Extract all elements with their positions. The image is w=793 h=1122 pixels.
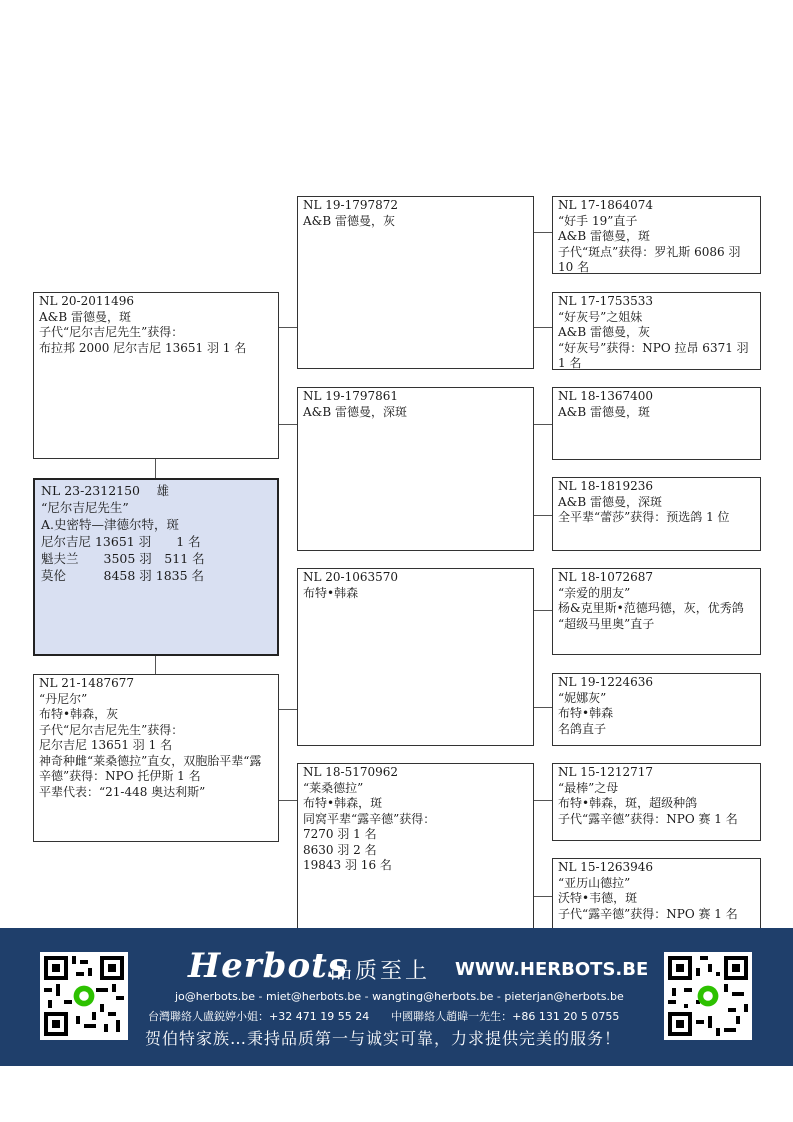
ring-number: NL 17-1864074	[558, 198, 654, 212]
ring-number: NL 21-1487677	[39, 676, 135, 690]
ring-number: NL 18-1367400	[558, 389, 654, 403]
info-line: 布拉邦 2000 尼尔吉尼 13651 羽 1 名	[39, 340, 247, 355]
ring-number: NL 20-1063570	[303, 570, 399, 584]
qr-code-wechat-icon[interactable]	[664, 952, 752, 1040]
connector-line	[533, 610, 552, 611]
connector-line	[155, 656, 156, 674]
dam-sire-card	[297, 568, 534, 746]
breeder-color: 布特•韩森	[558, 706, 614, 720]
ring-number: NL 18-1072687	[558, 570, 654, 584]
contact-phones: 台灣聯絡人盧鋭婷小姐：+32 471 19 55 24 中國聯絡人趙暐一先生：+86 131 20 5 0755	[148, 1010, 620, 1023]
info-line: 子代“露辛德”获得：NPO 赛 1 名	[558, 906, 738, 921]
info-line: 子代“露辛德”获得：NPO 赛 1 名	[558, 811, 738, 826]
connector-line	[533, 896, 552, 897]
breeder-color: 布特•韩森，斑，超级种鸽	[558, 796, 698, 810]
website-link[interactable]: WWW.HERBOTS.BE	[455, 959, 649, 980]
ring-number: NL 15-1212717	[558, 765, 654, 779]
info-line: 尼尔吉尼 13651 羽 1 名	[39, 738, 173, 752]
sire-card	[33, 292, 279, 459]
breeder-color: A.史密特—津德尔特，斑	[41, 517, 180, 532]
sire-dam-card	[297, 387, 534, 551]
ring-number: NL 19-1797872	[303, 198, 399, 212]
breeder-color: A&B 雷德曼，灰	[303, 213, 395, 228]
connector-line	[533, 515, 552, 516]
ring-number: NL 17-1753533	[558, 294, 654, 308]
pigeon-name: “尼尔吉尼先生”	[41, 500, 129, 515]
info-line: 子代“尼尔吉尼先生”获得：	[39, 325, 184, 339]
info-line: 同窝平辈“露辛德”获得：	[303, 811, 436, 826]
motto-text: 贺伯特家族…秉持品质第一与诚实可靠，力求提供完美的服务！	[145, 1029, 622, 1048]
connector-line	[278, 327, 297, 328]
breeder-color: 沃特•韦德，斑	[558, 891, 638, 905]
connector-line	[533, 707, 552, 708]
connector-line	[278, 709, 297, 710]
info-line: 8630 羽 2 名	[303, 842, 377, 857]
ring-number: NL 18-1819236	[558, 479, 654, 493]
dam-sire-sire-card	[552, 568, 761, 655]
connector-line	[155, 459, 156, 478]
sire-sire-card	[297, 196, 534, 369]
info-line: 19843 羽 16 名	[303, 858, 392, 872]
info-line: 子代“斑点”获得：罗礼斯 6086 羽 10 名	[558, 244, 741, 274]
info-line: 平辈代表：“21-448 奥达利斯”	[39, 784, 206, 799]
breeder-color: 杨&克里斯•范德玛德，灰，优秀鸽	[558, 601, 744, 615]
breeder-color: A&B 雷德曼，深斑	[303, 404, 407, 419]
pigeon-name: “亲爱的朋友”	[558, 585, 631, 600]
dam-dam-sire-card	[552, 763, 761, 841]
info-line: “超级马里奥”直子	[558, 616, 655, 631]
breeder-color: A&B 雷德曼，深斑	[558, 494, 662, 509]
dam-dam-card	[297, 763, 534, 936]
breeder-color: A&B 雷德曼，灰	[558, 325, 650, 339]
ring-number: NL 20-2011496	[39, 294, 135, 308]
breeder-color: A&B 雷德曼，斑	[39, 309, 131, 324]
info-line: 全平辈“蕾莎”获得：预选鸽 1 位	[558, 510, 730, 524]
dam-card	[33, 674, 279, 842]
sire-sire-dam-card	[552, 292, 761, 370]
breeder-color: 布特•韩森，斑	[303, 796, 383, 810]
pigeon-name: “好手 19”直子	[558, 213, 638, 228]
sire-dam-sire-card	[552, 387, 761, 460]
breeder-color: 布特•韩森，灰	[39, 707, 119, 721]
breeder-color: 布特•韩森	[303, 585, 359, 600]
info-line: “好灰号”获得：NPO 拉昂 6371 羽 1 名	[558, 340, 749, 370]
pigeon-name: “最棒”之母	[558, 780, 619, 795]
connector-line	[278, 424, 297, 425]
slogan-text: 品质至上	[330, 959, 431, 984]
pigeon-name: “妮娜灰”	[558, 690, 607, 705]
breeder-color: A&B 雷德曼，斑	[558, 404, 650, 419]
info-line: 7270 羽 1 名	[303, 827, 377, 841]
pigeon-name: “莱桑德拉”	[303, 780, 364, 795]
pigeon-name: “丹尼尔”	[39, 691, 88, 706]
result-line: 莫伦 8458 羽 1835 名	[41, 568, 205, 583]
ring-number: NL 15-1263946	[558, 860, 654, 874]
ring-number: NL 23-2312150 雄	[41, 483, 169, 498]
ring-number: NL 19-1797861	[303, 389, 399, 403]
info-line: 名鸽直子	[558, 721, 607, 736]
sire-sire-sire-card	[552, 196, 761, 274]
connector-line	[533, 424, 552, 425]
qr-code-wechat-icon[interactable]	[40, 952, 128, 1040]
info-line: 神奇种雌“莱桑德拉”直女，双胞胎平辈“露辛德”获得：NPO 托伊斯 1 名	[39, 753, 262, 783]
ring-number: NL 19-1224636	[558, 675, 654, 689]
result-line: 魁夫兰 3505 羽 511 名	[41, 551, 205, 566]
pigeon-name: “好灰号”之姐妹	[558, 309, 643, 324]
connector-line	[278, 800, 297, 801]
result-line: 尼尔吉尼 13651 羽 1 名	[41, 534, 201, 549]
connector-line	[533, 800, 552, 801]
pigeon-name: “亚历山德拉”	[558, 875, 631, 890]
subject-pigeon-card	[33, 478, 279, 656]
footer-banner	[0, 928, 793, 1066]
connector-line	[533, 232, 552, 233]
dam-sire-dam-card	[552, 673, 761, 746]
contact-emails[interactable]: jo@herbots.be - miet@herbots.be - wangting@herbots.be - pieterjan@herbots.be	[175, 990, 624, 1003]
ring-number: NL 18-5170962	[303, 765, 399, 779]
breeder-color: A&B 雷德曼，斑	[558, 229, 650, 243]
sire-dam-dam-card	[552, 477, 761, 551]
dam-dam-dam-card	[552, 858, 761, 936]
herbots-logo: Herbots	[188, 946, 348, 986]
connector-line	[533, 327, 552, 328]
info-line: 子代“尼尔吉尼先生”获得：	[39, 722, 184, 737]
